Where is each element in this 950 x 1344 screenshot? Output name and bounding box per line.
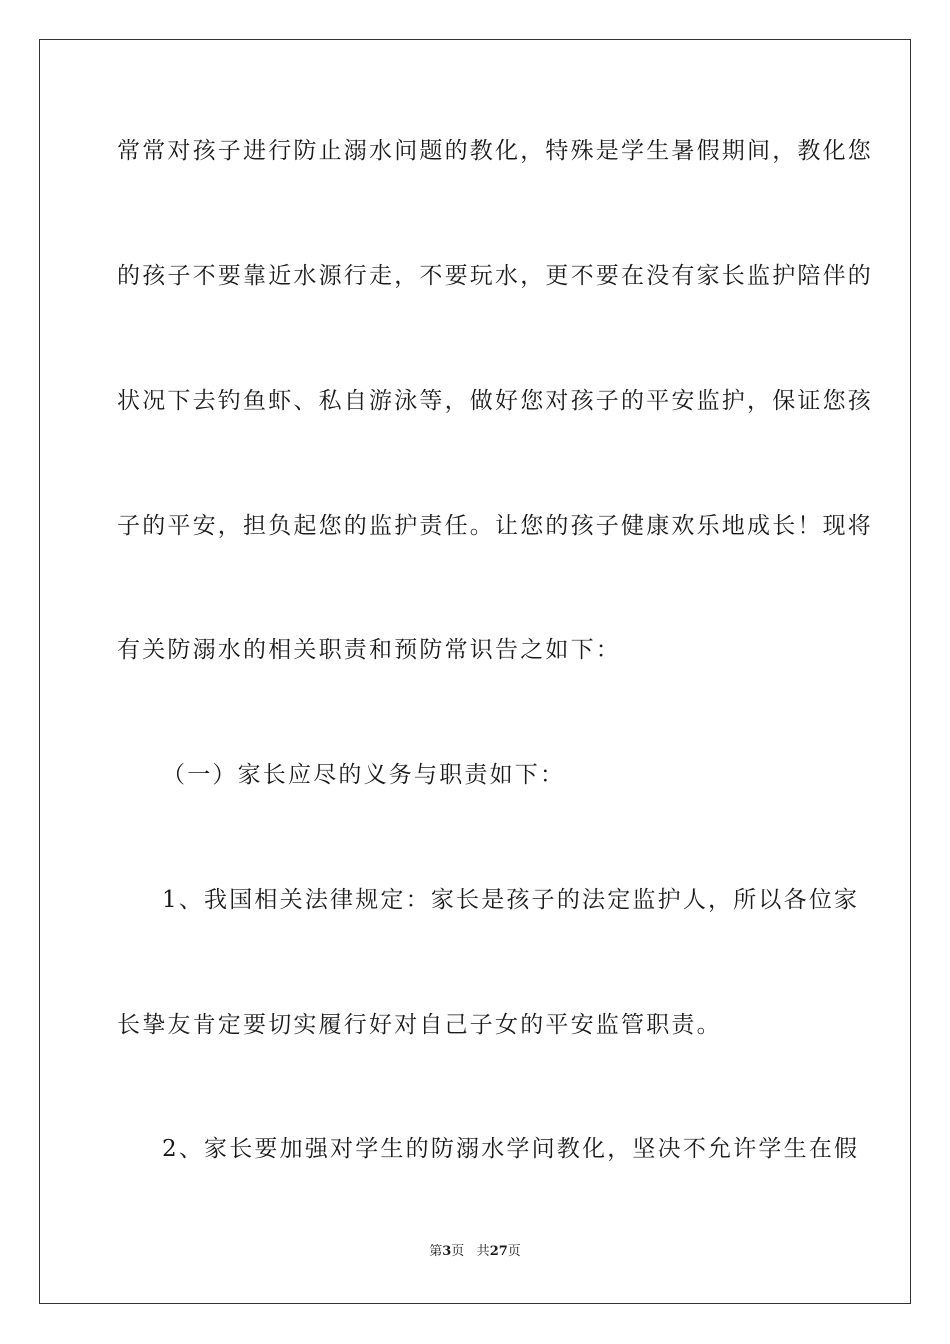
item-1-line-1: 1、我国相关法律规定：家长是孩子的法定监护人，所以各位家 bbox=[162, 887, 860, 913]
page-border bbox=[39, 39, 911, 1304]
item-1-line-2: 长挚友肯定要切实履行好对自己子女的平安监管职责。 bbox=[117, 1012, 722, 1038]
body-line-3: 状况下去钓鱼虾、私自游泳等，做好您对孩子的平安监护，保证您孩 bbox=[117, 388, 873, 414]
body-line-5: 有关防溺水的相关职责和预防常识告之如下： bbox=[117, 637, 621, 663]
footer-total-prefix: 共 bbox=[476, 1244, 490, 1259]
footer-total-suffix: 页 bbox=[507, 1244, 521, 1259]
body-line-2: 的孩子不要靠近水源行走，不要玩水，更不要在没有家长监护陪伴的 bbox=[117, 263, 873, 289]
body-line-4: 子的平安，担负起您的监护责任。让您的孩子健康欢乐地成长！现将 bbox=[117, 513, 873, 539]
item-2-line-1: 2、家长要加强对学生的防溺水学问教化，坚决不允许学生在假 bbox=[162, 1136, 860, 1162]
page-footer bbox=[0, 1243, 950, 1261]
body-line-1: 常常对孩子进行防止溺水问题的教化，特殊是学生暑假期间，教化您 bbox=[117, 138, 873, 164]
footer-page-prefix: 第 bbox=[429, 1244, 443, 1259]
section-heading: （一）家长应尽的义务与职责如下： bbox=[162, 762, 566, 788]
footer-total-pages: 27 bbox=[489, 1244, 508, 1259]
footer-page-number: 3 bbox=[442, 1244, 452, 1259]
footer-page-suffix: 页 bbox=[451, 1244, 465, 1259]
